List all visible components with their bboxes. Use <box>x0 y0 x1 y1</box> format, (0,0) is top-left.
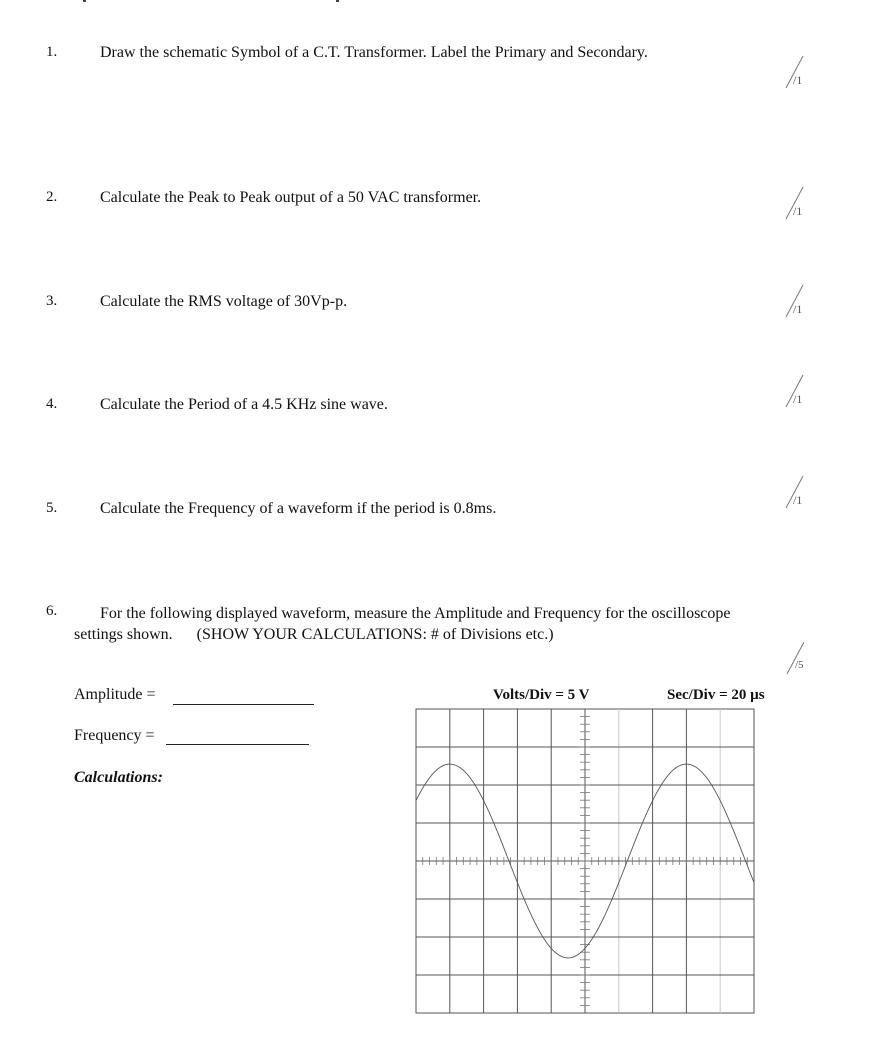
sec-per-div-label: Sec/Div = 20 µs <box>667 687 765 703</box>
question-5-number: 5. <box>46 500 58 516</box>
volts-per-div-label: Volts/Div = 5 V <box>493 687 590 703</box>
question-4-text: Calculate the Period of a 4.5 KHz sine wave. <box>100 396 388 413</box>
top-edge-mark <box>83 0 86 2</box>
question-2-score <box>783 185 805 223</box>
question-2-text: Calculate the Peak to Peak output of a 50 VAC transformer. <box>100 189 482 206</box>
question-1-text: Draw the schematic Symbol of a C.T. Transformer. Label the Primary and Secondary. <box>100 44 648 61</box>
question-3-score-value: /1 <box>793 302 803 316</box>
amplitude-label: Amplitude = <box>74 686 156 703</box>
question-4-score <box>783 373 805 411</box>
question-1-number: 1. <box>46 44 58 60</box>
frequency-label: Frequency = <box>74 727 155 744</box>
question-6-score <box>784 640 806 678</box>
question-2-score-value: /1 <box>793 204 803 218</box>
question-6-text <box>74 603 814 645</box>
amplitude-answer-line[interactable] <box>173 704 314 705</box>
question-1-score-value: /1 <box>793 73 803 87</box>
question-5-score-value: /1 <box>793 493 803 507</box>
oscilloscope-screen <box>410 705 760 1017</box>
frequency-answer-line[interactable] <box>166 744 309 745</box>
question-6-text-line1: For the following displayed waveform, measure the Amplitude and Frequency for the oscilloscope <box>100 605 731 622</box>
top-edge-mark <box>336 0 339 2</box>
question-1-score <box>783 54 805 92</box>
question-3-text: Calculate the RMS voltage of 30Vp-p. <box>100 293 348 310</box>
question-6-text-line2: settings shown. (SHOW YOUR CALCULATIONS: # of Divisions etc.) <box>74 626 554 643</box>
question-5-score <box>783 474 805 512</box>
question-4-number: 4. <box>46 396 58 412</box>
question-3-score <box>783 283 805 321</box>
question-5-text: Calculate the Frequency of a waveform if the period is 0.8ms. <box>100 500 497 517</box>
question-6-number: 6. <box>46 603 58 619</box>
question-3-number: 3. <box>46 293 58 309</box>
question-4-score-value: /1 <box>793 392 803 406</box>
question-2-number: 2. <box>46 189 58 205</box>
calculations-label: Calculations: <box>74 769 163 786</box>
question-6-score-value: /5 <box>795 659 804 671</box>
